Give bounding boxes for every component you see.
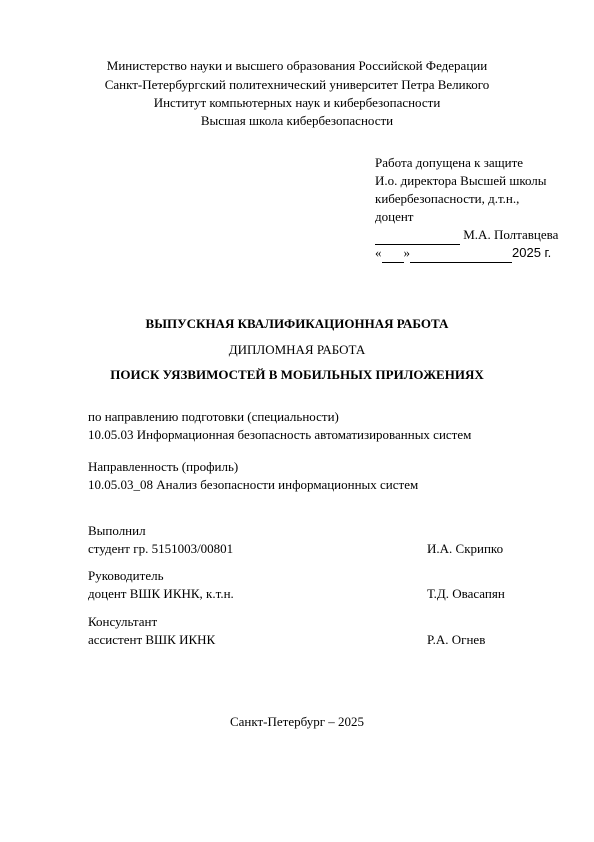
approval-line-4: доцент xyxy=(375,209,414,224)
supervisor-row xyxy=(88,585,528,603)
date-quote-close: » xyxy=(403,245,410,260)
approval-year: 2025 г. xyxy=(512,245,552,260)
institute-line: Институт компьютерных наук и кибербезопасности xyxy=(153,95,441,110)
supervisor-label: Руководитель xyxy=(88,568,164,583)
direction-text: 10.05.03 Информационная безопасность автоматизированных систем xyxy=(88,427,472,442)
approval-line-2: И.о. директора Высшей школы xyxy=(375,173,547,188)
work-topic-title: ПОИСК УЯЗВИМОСТЕЙ В МОБИЛЬНЫХ ПРИЛОЖЕНИЯХ xyxy=(110,367,484,382)
approval-block xyxy=(375,154,575,262)
footer-city-year: Санкт-Петербург – 2025 xyxy=(229,714,365,729)
consultant-role: ассистент ВШК ИКНК xyxy=(88,632,216,647)
school-line: Высшая школа кибербезопасности xyxy=(200,113,394,128)
author-label: Выполнил xyxy=(88,523,146,538)
day-blank xyxy=(382,244,404,263)
consultant-label: Консультант xyxy=(88,614,158,629)
approval-line-3: кибербезопасности, д.т.н., xyxy=(375,191,520,206)
direction-value xyxy=(88,426,471,444)
author-row xyxy=(88,540,528,558)
direction-label: по направлению подготовки (специальности) xyxy=(88,409,339,424)
author-role: студент гр. 5151003/00801 xyxy=(88,541,234,556)
month-blank xyxy=(410,244,512,263)
work-type-title: ВЫПУСКНАЯ КВАЛИФИКАЦИОННАЯ РАБОТА xyxy=(145,316,449,331)
work-subtype-title: ДИПЛОМНАЯ РАБОТА xyxy=(228,342,366,357)
approval-line-1: Работа допущена к защите xyxy=(375,155,524,170)
author-name: И.А. Скрипко xyxy=(427,541,504,556)
approval-signer: М.А. Полтавцева xyxy=(463,227,559,242)
supervisor-name: Т.Д. Овасапян xyxy=(427,586,505,601)
university-line: Санкт-Петербургский политехнический университет Петра Великого xyxy=(104,77,490,92)
supervisor-role: доцент ВШК ИКНК, к.т.н. xyxy=(88,586,234,601)
signature-blank xyxy=(375,226,460,245)
ministry-line: Министерство науки и высшего образования Российской Федерации xyxy=(106,58,488,73)
profile-value: 10.05.03_08 Анализ безопасности информационных систем xyxy=(88,477,419,492)
date-quote-open: « xyxy=(375,245,382,260)
profile-label: Направленность (профиль) xyxy=(88,459,239,474)
consultant-name: Р.А. Огнев xyxy=(427,632,486,647)
approval-signature-row xyxy=(375,226,575,244)
consultant-row xyxy=(88,631,528,649)
approval-date-row xyxy=(375,244,575,262)
